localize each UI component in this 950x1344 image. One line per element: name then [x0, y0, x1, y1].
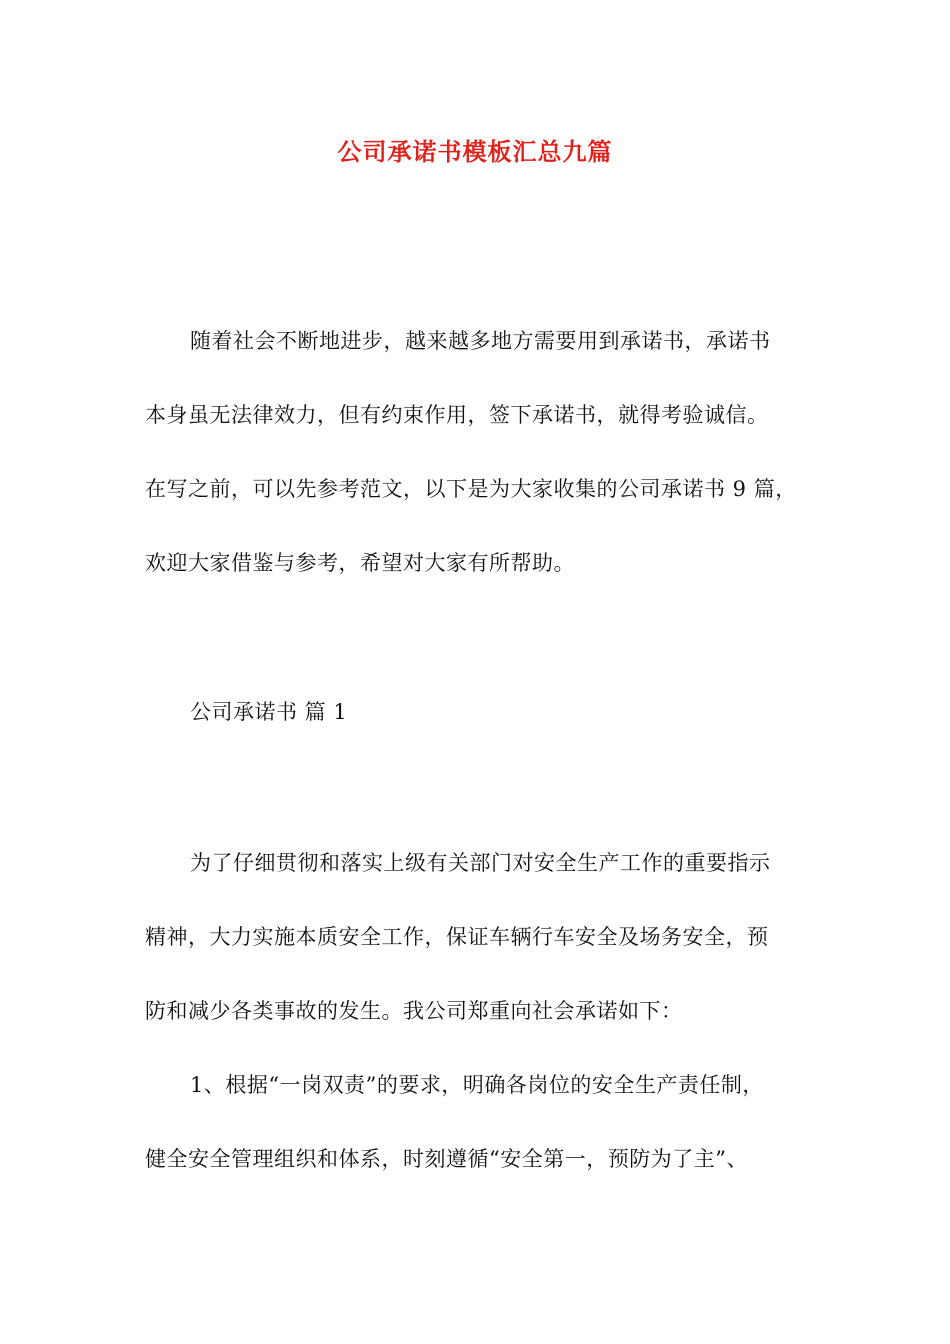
intro-line-4: 欢迎大家借鉴与参考，希望对大家有所帮助。: [145, 551, 575, 575]
intro-line-2: 本身虽无法律效力，但有约束作用，签下承诺书，就得考验诚信。: [145, 403, 769, 427]
intro-line-1: 随着社会不断地进步，越来越多地方需要用到承诺书，承诺书: [190, 329, 771, 353]
section-line-1: 为了仔细贯彻和落实上级有关部门对安全生产工作的重要指示: [190, 851, 771, 875]
section-line-4: 1、根据“一岗双责”的要求，明确各岗位的安全生产责任制，: [190, 1073, 764, 1097]
intro-line-3: 在写之前，可以先参考范文，以下是为大家收集的公司承诺书 9 篇，: [145, 477, 797, 501]
section-line-3: 防和减少各类事故的发生。我公司郑重向社会承诺如下：: [145, 999, 683, 1023]
section-line-5: 健全安全管理组织和体系，时刻遵循“安全第一，预防为了主”、: [145, 1147, 748, 1171]
section-line-2: 精神，大力实施本质安全工作，保证车辆行车安全及场务安全，预: [145, 925, 769, 949]
section-heading: 公司承诺书 篇 1: [190, 700, 348, 724]
document-title: 公司承诺书模板汇总九篇: [337, 137, 613, 166]
